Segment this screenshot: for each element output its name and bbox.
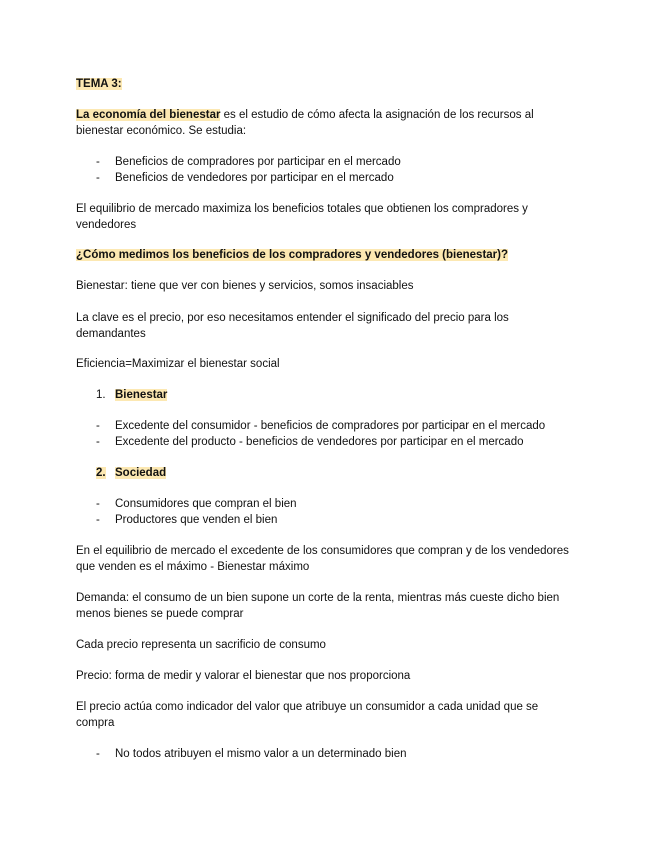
section-number: 1. [96,389,106,401]
section-label: Bienestar [115,389,168,401]
demand-paragraph: Demanda: el consumo de un bien supone un corte de la renta, mientras más cueste dicho bien menos bienes se puede comprar [76,592,560,620]
list-item-text: No todos atribuyen el mismo valor a un determinado bien [115,748,407,760]
list-item-text: Consumidores que compran el bien [115,498,297,510]
sacrifice-line: Cada precio representa un sacrificio de consumo [76,639,326,651]
efficiency-line: Eficiencia=Maximizar el bienestar social [76,358,280,370]
list-item-text: Beneficios de vendedores por participar en el mercado [115,172,394,184]
market-surplus-paragraph: En el equilibrio de mercado el excedente de los consumidores que compran y de los vendedores que venden es el máximo - Bienestar máximo [76,545,569,573]
page-title [76,76,576,92]
question-text: ¿Cómo medimos los beneficios de los compradores y vendedores (bienestar)? [76,249,508,261]
bullet-marker: - [96,420,100,432]
bullet-marker: - [96,498,100,510]
list-item-text: Excedente del consumidor - beneficios de compradores por participar en el mercado [115,420,546,432]
list-item-text: Productores que venden el bien [115,514,278,526]
bullet-marker: - [96,514,100,526]
bienestar-definition: Bienestar: tiene que ver con bienes y servicios, somos insaciables [76,280,414,292]
section-label: Sociedad [115,467,167,479]
intro-term: La economía del bienestar [76,109,221,121]
price-key-paragraph: La clave es el precio, por eso necesitamos entender el significado del precio para los demandantes [76,312,509,340]
section-number-wrap [96,465,106,481]
price-indicator-paragraph: El precio actúa como indicador del valor que atribuye un consumidor a cada unidad que se compra [76,701,539,729]
list-item-text: Excedente del producto - beneficios de vendedores por participar en el mercado [115,436,524,448]
bullet-marker: - [96,172,100,184]
section-label-wrap [115,465,166,481]
bullet-marker: - [96,748,100,760]
price-definition: Precio: forma de medir y valorar el bienestar que nos proporciona [76,670,411,682]
section-label-wrap [115,387,167,403]
list-item-text: Beneficios de compradores por participar en el mercado [115,156,401,168]
section-number: 2. [96,467,106,479]
intro-rest: es el estudio de cómo afecta la asignación de los recursos al bienestar económico. Se estudia: [76,109,534,137]
equilibrium-paragraph: El equilibrio de mercado maximiza los beneficios totales que obtienen los compradores y vendedores [76,203,528,231]
question-heading [76,247,596,263]
bullet-marker: - [96,156,100,168]
title-text: TEMA 3: [76,78,122,90]
intro-paragraph [76,107,576,139]
bullet-marker: - [96,436,100,448]
